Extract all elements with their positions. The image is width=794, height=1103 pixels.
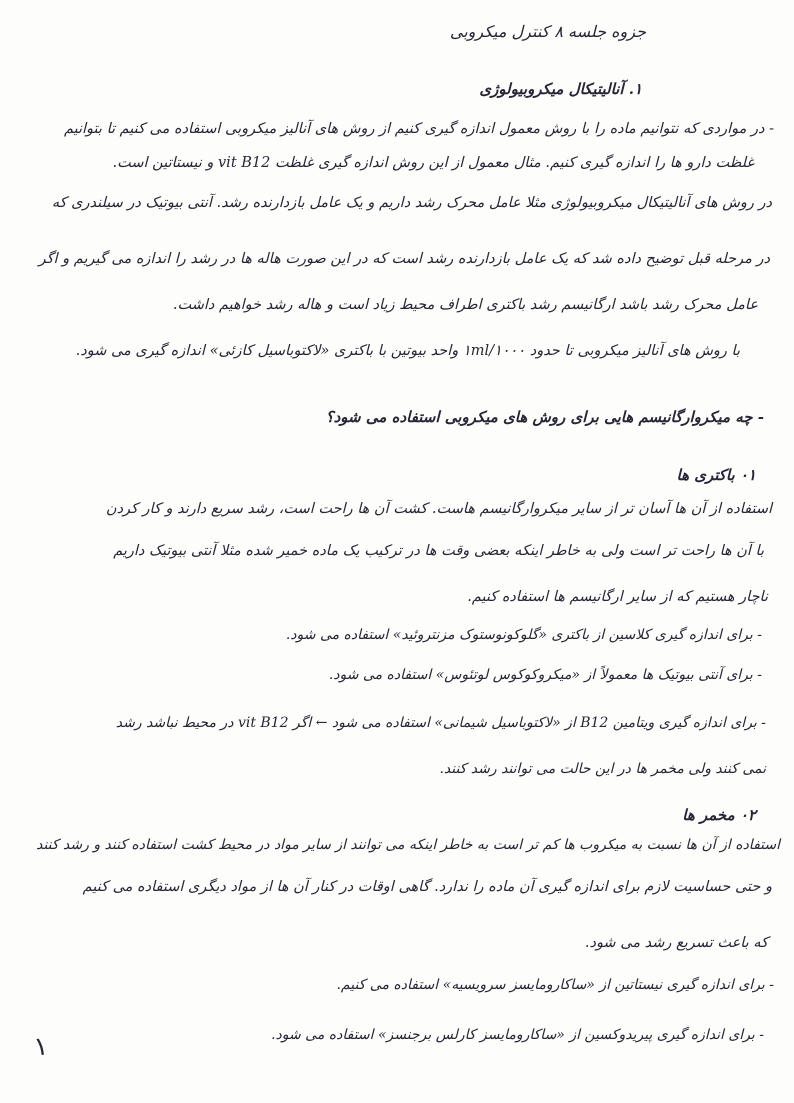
bacteria-line: استفاده از آن ها آسان تر از سایر میکروارگانیسم هاست. کشت آن ها راحت است، رشد سریع دارند و کار کردن (105, 501, 772, 517)
bacteria-bullet: - برای آنتی بیوتیک ها معمولاً از «میکروکوکوس لوتئوس» استفاده می شود. (328, 667, 762, 683)
page-header: جزوه جلسه ۸ کنترل میکروبی (449, 22, 646, 41)
bacteria-heading: ۰۱ باکتری ها (676, 466, 756, 484)
question-heading: - چه میکروارگانیسم هایی برای روش های میکروبی استفاده می شود؟ (325, 408, 764, 426)
paragraph-line: با روش های آنالیز میکروبی تا حدود ۱ml/۱۰۰۰ واحد بیوتین با باکتری «لاکتوباسیل کازئی» اندازه گیری می شود. (75, 343, 740, 359)
fungi-line: که باعث تسریع رشد می شود. (584, 935, 768, 951)
paragraph-line: در روش های آنالیتیکال میکروبیولوژی مثلا عامل محرک رشد داریم و یک عامل بازدارنده رشد. آنتی بیوتیک در سیلندری که (51, 195, 772, 211)
paragraph-line: در مرحله قبل توضیح داده شد که یک عامل بازدارنده رشد است که در این صورت هاله ها در رشد را اندازه می گیریم و اگر (38, 251, 770, 267)
paragraph-line: غلظت دارو ها را اندازه گیری کنیم. مثال معمول از این روش اندازه گیری غلظت vit B12 و نیستاتین است. (112, 155, 754, 171)
bacteria-line: با آن ها راحت تر است ولی به خاطر اینکه بعضی وقت ها در ترکیب یک ماده خمیر شده مثلا آنتی بیوتیک داریم (113, 543, 764, 559)
fungi-bullet: - برای اندازه گیری پیریدوکسین از «ساکارومایسز کارلس برجنسز» استفاده می شود. (271, 1027, 764, 1043)
bacteria-line: ناچار هستیم که از سایر ارگانیسم ها استفاده کنیم. (467, 589, 768, 605)
section-title: ۱. آنالیتیکال میکروبیولوژی (479, 80, 642, 98)
fungi-bullet: - برای اندازه گیری نیستاتین از «ساکارومایسز سرویسیه» استفاده می کنیم. (336, 977, 774, 993)
fungi-line: و حتی حساسیت لازم برای اندازه گیری آن ماده را ندارد. گاهی اوقات در کنار آن ها از مواد دیگری استفاده می کنیم (82, 879, 772, 895)
paragraph-line: - در مواردی که نتوانیم ماده را با روش معمول اندازه گیری کنیم از روش های آنالیز میکروبی استفاده می کنیم تا بتوانیم (63, 121, 774, 137)
bacteria-bullet: نمی کنند ولی مخمر ها در این حالت می توانند رشد کنند. (439, 761, 766, 777)
page-number: ۱ (31, 1031, 50, 1063)
bacteria-bullet: - برای اندازه گیری ویتامین B12 از «لاکتوباسیل شیمانی» استفاده می شود ← اگر vit B12 در محیط نباشد رشد (115, 715, 766, 731)
bacteria-bullet: - برای اندازه گیری کلاسین از باکتری «گلوکونوستوک مزنتروئید» استفاده می شود. (285, 627, 762, 643)
fungi-heading: ۰۲ مخمر ها (682, 806, 756, 824)
fungi-line: استفاده از آن ها نسبت به میکروب ها کم تر است به خاطر اینکه می توانند از سایر مواد در محیط کشت استفاده کنند و رشد کنند (36, 837, 780, 853)
paragraph-line: عامل محرک رشد باشد ارگانیسم رشد باکتری اطراف محیط زیاد است و هاله رشد خواهیم داشت. (172, 297, 758, 313)
